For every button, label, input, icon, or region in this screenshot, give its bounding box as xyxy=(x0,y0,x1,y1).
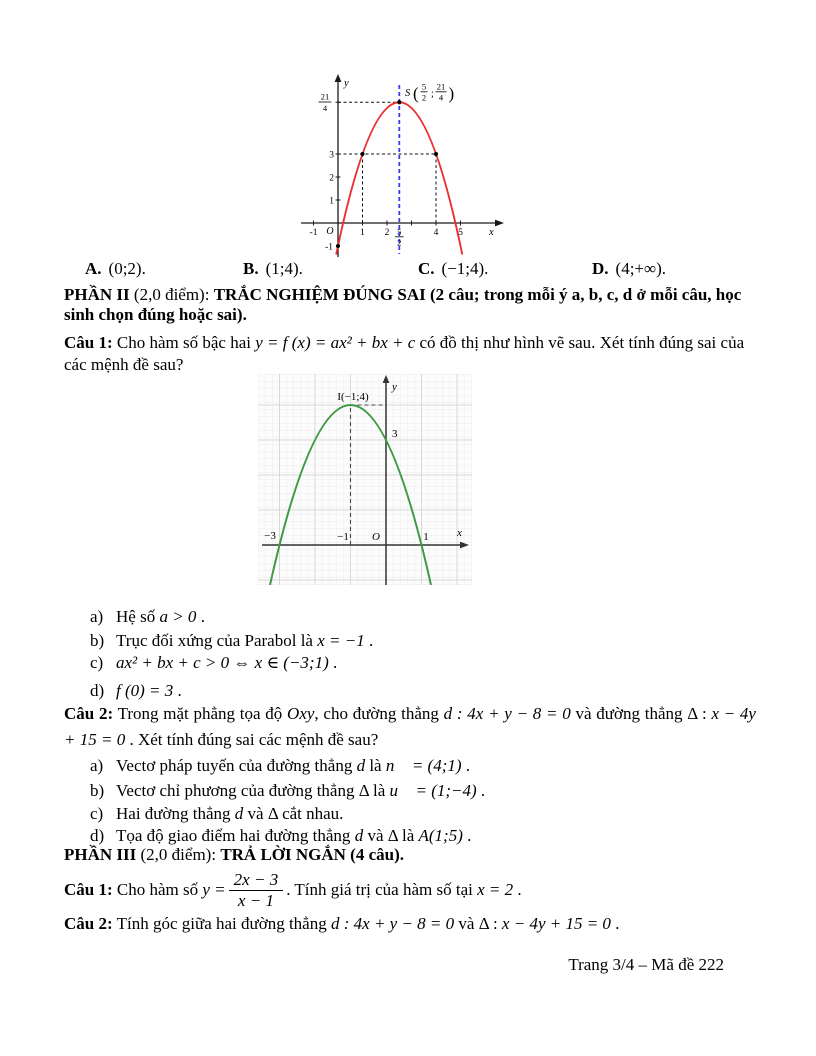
part3-cau2-period: . xyxy=(610,914,620,933)
part2-cau2-item-c xyxy=(90,804,343,824)
graph1-x-axis-label: x xyxy=(489,227,494,238)
graph1-ytick-frac-21-4 xyxy=(319,92,332,114)
part2-cau2-text2: , cho đường thẳng xyxy=(314,704,444,723)
graph1-xtick-4: 4 xyxy=(433,228,439,238)
part3-heading-title: PHẦN III xyxy=(64,845,137,864)
part2-cau1-math1: y = f (x) = ax² + bx + c xyxy=(255,333,416,352)
option-d xyxy=(592,259,666,279)
graph1-xtick-1: 1 xyxy=(360,228,365,238)
part3-cau1-text1: Cho hàm số xyxy=(112,880,203,899)
part3-cau1-math-x2: x = 2 xyxy=(477,880,514,899)
graph1-origin-label: O xyxy=(326,226,334,237)
option-c-label: C. xyxy=(418,259,435,278)
part2-cau2-item-b xyxy=(90,781,485,801)
option-a xyxy=(85,259,146,279)
graph2-xtick-1: 1 xyxy=(423,531,429,543)
item2-b-math-u: u⃗ = (1;−4) xyxy=(389,781,477,800)
item2-d-math-d: d xyxy=(354,826,364,845)
item2-a-math-d: d xyxy=(356,756,366,775)
part3-cau1-fraction xyxy=(229,871,284,910)
option-b-label: B. xyxy=(243,259,259,278)
part2-cau1-item-b xyxy=(90,631,373,651)
item-c-math: ax² + bx + c > 0 ⇔ x ∈ (−3;1) xyxy=(116,653,329,672)
item-b-period: . xyxy=(364,631,374,650)
part3-cau2-math-d: d : 4x + y − 8 = 0 xyxy=(330,914,455,933)
part2-cau2-math-delta-eq: x − 4y + 15 = 0 xyxy=(64,704,756,749)
item2-c-text1: Hai đường thẳng xyxy=(116,804,235,823)
option-a-value: (0;2). xyxy=(108,259,146,278)
item2-a-text1: Vectơ pháp tuyến của đường thẳng xyxy=(116,756,357,775)
item-c-period: . xyxy=(328,653,338,672)
part2-cau1-label: Câu 1: xyxy=(64,333,113,352)
item2-a-math-n: n⃗ = (4;1) xyxy=(385,756,462,775)
part2-cau2-math-oxy: Oxy xyxy=(287,704,315,723)
option-c-value: (−1;4). xyxy=(441,259,489,278)
item2-b-period: . xyxy=(476,781,486,800)
item-a-label: a) xyxy=(90,607,104,626)
part2-cau2-question xyxy=(64,701,756,753)
svg-text:2: 2 xyxy=(397,237,402,248)
part3-heading xyxy=(64,845,404,865)
svg-text:5: 5 xyxy=(421,81,427,92)
item-b-math: x = −1 xyxy=(317,631,365,650)
item2-d-text2: và Δ là xyxy=(363,826,419,845)
graph2-origin-label: O xyxy=(372,531,380,543)
part2-cau2-item-d xyxy=(90,826,471,846)
part2-heading-title: PHẦN II xyxy=(64,285,130,304)
part3-cau2-question xyxy=(64,914,784,934)
item-d-math: f (0) = 3 xyxy=(116,681,174,700)
item2-d-label: d) xyxy=(90,826,105,845)
part2-cau2-item-a xyxy=(90,756,470,776)
graph1-xtick-5: 5 xyxy=(458,228,463,238)
page-footer: Trang 3/4 – Mã đề 222 xyxy=(568,955,724,974)
item-c-label: c) xyxy=(90,653,104,672)
svg-text:): ) xyxy=(448,84,455,103)
graph1-xtick-2: 2 xyxy=(384,228,390,238)
part2-cau2-text1: Trong mặt phẳng tọa độ xyxy=(113,704,288,723)
item2-d-text1: Tọa độ giao điểm hai đường thẳng xyxy=(116,826,355,845)
part2-cau2-label: Câu 2: xyxy=(64,704,114,723)
svg-text:2: 2 xyxy=(421,92,427,103)
graph2-ytick-3: 3 xyxy=(392,428,398,440)
option-b-value: (1;4). xyxy=(265,259,303,278)
item2-a-text2: là xyxy=(365,756,386,775)
item-a-text: Hệ số xyxy=(116,607,160,626)
graph1-point-4-3-dot xyxy=(434,152,438,156)
item2-a-period: . xyxy=(461,756,471,775)
graph1-x-arrow-icon xyxy=(495,220,504,227)
part3-heading-text: TRẢ LỜI NGẮN (4 câu). xyxy=(220,845,405,864)
option-d-label: D. xyxy=(592,259,609,278)
graph1-point-1-3-dot xyxy=(361,152,365,156)
part3-cau2-text1: Tính góc giữa hai đường thẳng xyxy=(112,914,331,933)
svg-text:(: ( xyxy=(413,84,419,103)
part2-cau1-text1: Cho hàm số bậc hai xyxy=(112,333,256,352)
option-b xyxy=(243,259,303,279)
part3-cau1-label: Câu 1: xyxy=(64,880,113,899)
graph2-x-axis-label: x xyxy=(457,527,462,539)
svg-text:S: S xyxy=(405,88,411,99)
part2-cau1-text2: có đồ thị như hình vẽ sau. Xét tính đúng sai của các mệnh đề sau? xyxy=(64,333,745,374)
svg-text:4: 4 xyxy=(322,103,328,113)
part3-cau2-label: Câu 2: xyxy=(64,914,113,933)
graph2-green-parabola-figure xyxy=(258,374,472,585)
item2-d-period: . xyxy=(462,826,472,845)
part3-cau2-text2: và xyxy=(454,914,479,933)
graph1-red-parabola-figure xyxy=(295,73,510,260)
graph2-y-axis-label: y xyxy=(392,381,397,393)
graph1-ytick-3: 3 xyxy=(329,150,334,161)
graph2-vertex-label: I(−1;4) xyxy=(337,391,369,403)
part3-heading-points: (2,0 điểm): xyxy=(136,845,221,864)
graph1-vertex-dot xyxy=(397,100,401,104)
part2-cau2-text5: . Xét tính đúng sai các mệnh đề sau? xyxy=(125,730,379,749)
part2-heading-points: (2,0 điểm): xyxy=(129,285,214,304)
item2-c-label: c) xyxy=(90,804,104,823)
part2-cau2-delta: Δ : xyxy=(687,704,712,723)
part2-cau1-item-c xyxy=(90,653,337,673)
svg-text:;: ; xyxy=(431,88,434,100)
option-c xyxy=(418,259,488,279)
graph1-y-axis-label: y xyxy=(344,78,349,89)
part3-cau2-math-delta-eq: x − 4y + 15 = 0 xyxy=(501,914,611,933)
svg-text:21: 21 xyxy=(436,81,446,92)
item2-c-text2: và Δ cắt nhau. xyxy=(243,804,344,823)
part2-heading-text: TRẮC NGHIỆM ĐÚNG SAI (2 câu; trong mỗi ý a, b, c, d ở mỗi câu, học sinh chọn đúng hoặc sai). xyxy=(64,285,742,324)
graph2-xtick-neg1: −1 xyxy=(337,531,349,543)
part2-cau2-math-d: d : 4x + y − 8 = 0 xyxy=(443,704,571,723)
graph1-y-arrow-icon xyxy=(335,74,342,82)
part3-cau1-math-y: y = xyxy=(202,880,226,899)
graph1-xtick-frac-5-2 xyxy=(395,227,404,248)
graph1-ytick-2: 2 xyxy=(329,173,334,184)
graph1-ytick-1: 1 xyxy=(329,196,334,207)
item2-b-label: b) xyxy=(90,781,105,800)
part3-cau1-text2: . Tính giá trị của hàm số tại xyxy=(286,880,478,899)
svg-text:4: 4 xyxy=(438,92,444,103)
part2-heading xyxy=(64,285,756,325)
item-d-label: d) xyxy=(90,681,105,700)
graph1-point-0-neg1-dot xyxy=(336,244,340,248)
fraction-numerator: 2x − 3 xyxy=(229,871,284,891)
part2-cau1-item-a xyxy=(90,607,205,627)
item2-a-label: a) xyxy=(90,756,104,775)
item-b-label: b) xyxy=(90,631,105,650)
option-d-value: (4;+∞). xyxy=(615,259,667,278)
part3-cau1-question xyxy=(64,867,784,913)
item-a-math: a > 0 xyxy=(159,607,197,626)
item2-d-math-a: A(1;5) xyxy=(418,826,463,845)
item2-b-text1: Vectơ chỉ phương của đường thẳng Δ là xyxy=(116,781,390,800)
part2-cau1-question xyxy=(64,332,756,376)
part2-cau2-text3: và đường thẳng xyxy=(570,704,688,723)
graph2-minor-grid xyxy=(258,374,472,585)
item-d-period: . xyxy=(173,681,182,700)
graph1-vertex-label xyxy=(405,82,454,104)
svg-text:5: 5 xyxy=(397,226,402,237)
item-b-text: Trục đối xứng của Parabol là xyxy=(116,631,318,650)
graph1-xtick--1: -1 xyxy=(309,228,318,238)
part2-cau1-item-d xyxy=(90,681,182,701)
svg-text:21: 21 xyxy=(320,91,330,102)
graph1-ytick-neg1: -1 xyxy=(325,242,333,253)
part3-cau1-period: . xyxy=(513,880,522,899)
fraction-denominator: x − 1 xyxy=(237,890,274,910)
part3-cau2-delta: Δ : xyxy=(478,914,502,933)
graph2-xtick-neg3: −3 xyxy=(264,530,276,542)
item2-c-math-d: d xyxy=(234,804,244,823)
item-a-period: . xyxy=(196,607,205,626)
option-a-label: A. xyxy=(85,259,102,278)
